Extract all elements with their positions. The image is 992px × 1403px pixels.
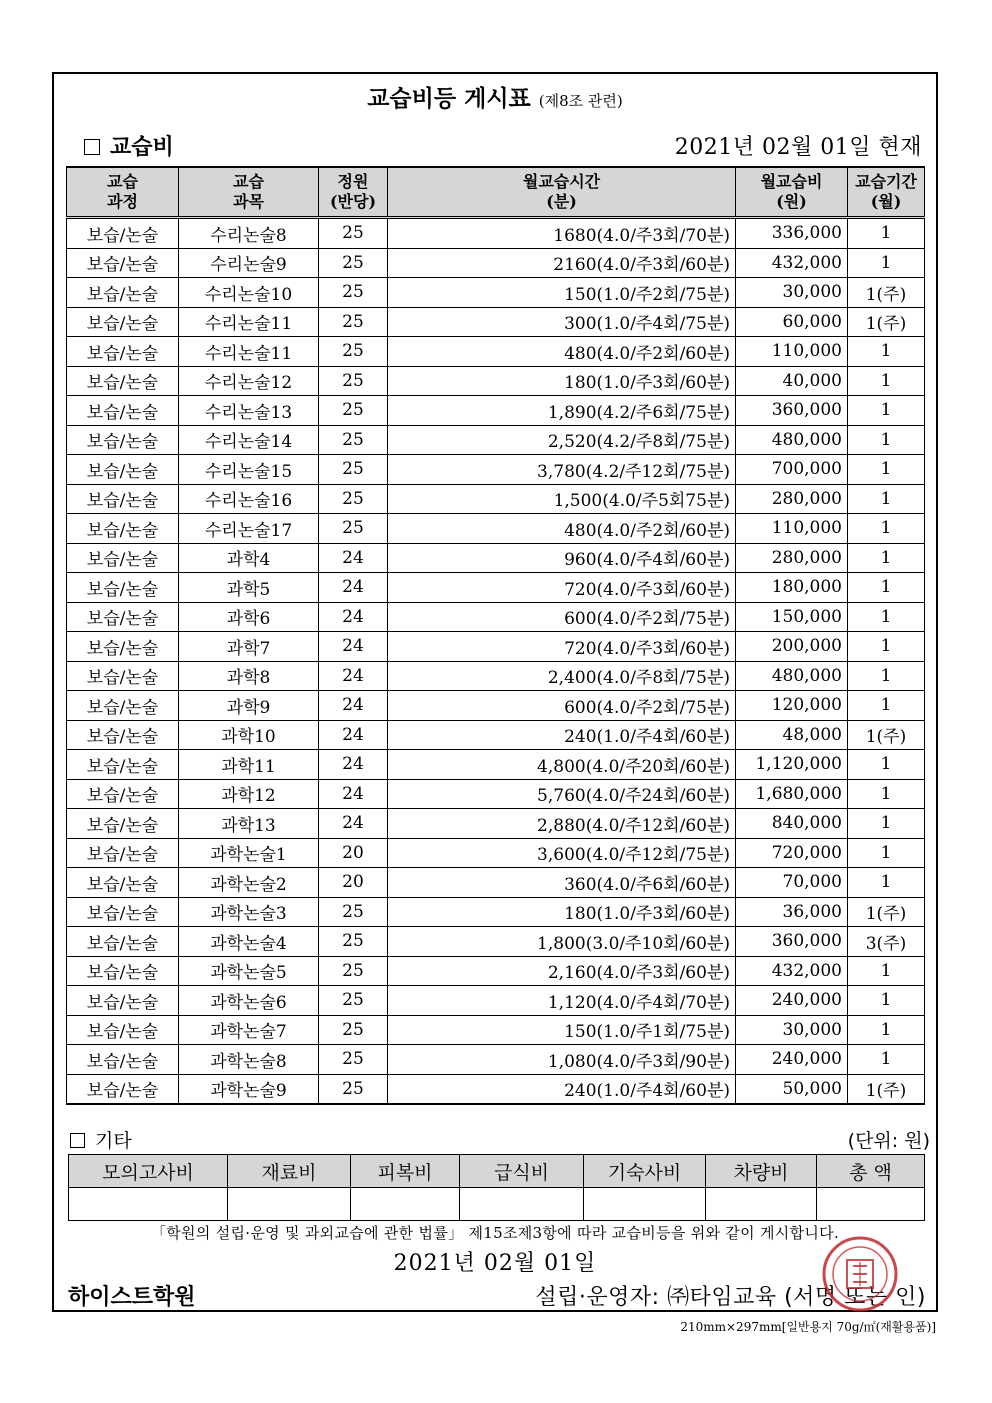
table-row <box>67 632 925 662</box>
header-period-l2: (월) <box>870 192 902 211</box>
cell-capacity: 24 <box>319 661 388 691</box>
cell-period: 1 <box>848 632 925 662</box>
table-row <box>67 248 925 278</box>
cell-monthly-fee: 1,680,000 <box>736 779 848 809</box>
cell-period: 1 <box>848 484 925 514</box>
cell-subject: 과학논술8 <box>179 1045 319 1075</box>
cell-subject: 과학12 <box>179 779 319 809</box>
cell-course: 보습/논술 <box>67 455 179 485</box>
cell-monthly-time: 720(4.0/주3회/60분) <box>388 632 736 662</box>
cell-monthly-time: 240(1.0/주4회/60분) <box>388 1074 736 1104</box>
cell-capacity: 24 <box>319 632 388 662</box>
table-row <box>67 1015 925 1045</box>
section-etc-heading <box>70 1126 132 1153</box>
cell-monthly-time: 4,800(4.0/주20회/60분) <box>388 750 736 780</box>
cell-capacity: 24 <box>319 720 388 750</box>
etc-value-mock-exam <box>69 1188 228 1221</box>
tuition-table-body <box>67 218 925 1105</box>
cell-course: 보습/논술 <box>67 396 179 426</box>
cell-monthly-time: 2,400(4.0/주8회/75분) <box>388 661 736 691</box>
cell-subject: 수리논술11 <box>179 307 319 337</box>
cell-monthly-fee: 240,000 <box>736 986 848 1016</box>
cell-subject: 과학8 <box>179 661 319 691</box>
header-period <box>848 167 925 218</box>
header-subject <box>179 167 319 218</box>
table-row <box>67 573 925 603</box>
cell-monthly-time: 2160(4.0/주3회/60분) <box>388 248 736 278</box>
cell-subject: 과학6 <box>179 602 319 632</box>
cell-monthly-time: 1,500(4.0/주5회75분) <box>388 484 736 514</box>
cell-course: 보습/논술 <box>67 602 179 632</box>
cell-course: 보습/논술 <box>67 218 179 249</box>
cell-course: 보습/논술 <box>67 779 179 809</box>
cell-monthly-time: 5,760(4.0/주24회/60분) <box>388 779 736 809</box>
table-row <box>67 396 925 426</box>
cell-subject: 과학논술3 <box>179 897 319 927</box>
cell-subject: 과학9 <box>179 691 319 721</box>
cell-capacity: 25 <box>319 337 388 367</box>
cell-monthly-time: 180(1.0/주3회/60분) <box>388 897 736 927</box>
table-row <box>67 897 925 927</box>
cell-monthly-fee: 70,000 <box>736 868 848 898</box>
cell-subject: 수리논술11 <box>179 337 319 367</box>
cell-course: 보습/논술 <box>67 809 179 839</box>
page-title <box>52 80 938 113</box>
checkbox-icon <box>70 1133 85 1148</box>
cell-period: 1(주) <box>848 720 925 750</box>
cell-monthly-fee: 720,000 <box>736 838 848 868</box>
cell-capacity: 24 <box>319 573 388 603</box>
header-capacity <box>319 167 388 218</box>
cell-capacity: 25 <box>319 1015 388 1045</box>
cell-subject: 과학논술4 <box>179 927 319 957</box>
cell-monthly-fee: 120,000 <box>736 691 848 721</box>
cell-monthly-fee: 480,000 <box>736 661 848 691</box>
etc-header-uniform: 피복비 <box>351 1155 460 1188</box>
section-tuition-heading <box>84 130 174 161</box>
cell-monthly-fee: 48,000 <box>736 720 848 750</box>
cell-subject: 과학논술9 <box>179 1074 319 1104</box>
cell-capacity: 25 <box>319 1074 388 1104</box>
etc-value-row <box>69 1188 925 1221</box>
cell-capacity: 24 <box>319 809 388 839</box>
law-notice: 「학원의 설립·운영 및 과외교습에 관한 법률」 제15조제3항에 따라 교습비등을 위와 같이 게시합니다. <box>150 1224 840 1242</box>
etc-header-vehicle: 차량비 <box>706 1155 817 1188</box>
cell-period: 1 <box>848 543 925 573</box>
checkbox-icon <box>84 139 100 155</box>
cell-subject: 과학7 <box>179 632 319 662</box>
header-subject-l1: 교습 <box>233 172 264 191</box>
cell-monthly-time: 960(4.0/주4회/60분) <box>388 543 736 573</box>
cell-monthly-time: 150(1.0/주2회/75분) <box>388 278 736 308</box>
official-seal-icon <box>816 1232 904 1316</box>
table-row <box>67 455 925 485</box>
cell-period: 1 <box>848 1045 925 1075</box>
cell-course: 보습/논술 <box>67 868 179 898</box>
cell-period: 1 <box>848 838 925 868</box>
cell-monthly-time: 1,120(4.0/주4회/70분) <box>388 986 736 1016</box>
cell-capacity: 24 <box>319 750 388 780</box>
cell-period: 3(주) <box>848 927 925 957</box>
cell-course: 보습/논술 <box>67 425 179 455</box>
table-row <box>67 809 925 839</box>
cell-period: 1 <box>848 455 925 485</box>
cell-capacity: 25 <box>319 248 388 278</box>
table-row <box>67 838 925 868</box>
cell-monthly-time: 2,160(4.0/주3회/60분) <box>388 956 736 986</box>
academy-name: 하이스트학원 <box>68 1285 196 1310</box>
section-tuition-label: 교습비 <box>110 134 174 160</box>
cell-period: 1 <box>848 396 925 426</box>
header-period-l1: 교습기간 <box>855 172 917 191</box>
cell-monthly-fee: 360,000 <box>736 396 848 426</box>
cell-period: 1 <box>848 868 925 898</box>
etc-header-material: 재료비 <box>228 1155 351 1188</box>
cell-subject: 과학논술7 <box>179 1015 319 1045</box>
cell-course: 보습/논술 <box>67 573 179 603</box>
table-row <box>67 720 925 750</box>
etc-value-material <box>228 1188 351 1221</box>
table-row <box>67 543 925 573</box>
etc-header-mock-exam: 모의고사비 <box>69 1155 228 1188</box>
cell-monthly-fee: 432,000 <box>736 956 848 986</box>
cell-subject: 수리논술8 <box>179 218 319 249</box>
header-monthly-fee-l1: 월교습비 <box>760 172 823 191</box>
cell-monthly-time: 2,520(4.2/주8회/75분) <box>388 425 736 455</box>
cell-monthly-fee: 110,000 <box>736 514 848 544</box>
cell-monthly-fee: 200,000 <box>736 632 848 662</box>
etc-value-uniform <box>351 1188 460 1221</box>
cell-capacity: 25 <box>319 307 388 337</box>
etc-value-vehicle <box>706 1188 817 1221</box>
cell-capacity: 25 <box>319 514 388 544</box>
cell-monthly-fee: 50,000 <box>736 1074 848 1104</box>
cell-subject: 과학논술1 <box>179 838 319 868</box>
cell-period: 1 <box>848 248 925 278</box>
cell-monthly-fee: 432,000 <box>736 248 848 278</box>
header-subject-l2: 과목 <box>233 192 264 211</box>
cell-monthly-fee: 30,000 <box>736 1015 848 1045</box>
cell-monthly-time: 480(4.0/주2회/60분) <box>388 514 736 544</box>
cell-subject: 과학논술5 <box>179 956 319 986</box>
cell-monthly-time: 1680(4.0/주3회/70분) <box>388 218 736 249</box>
cell-subject: 수리논술15 <box>179 455 319 485</box>
title-sub: (제8조 관련) <box>538 92 623 110</box>
cell-capacity: 25 <box>319 1045 388 1075</box>
header-monthly-time-l1: 월교습시간 <box>522 172 601 191</box>
cell-capacity: 24 <box>319 602 388 632</box>
cell-monthly-fee: 280,000 <box>736 484 848 514</box>
cell-subject: 과학논술2 <box>179 868 319 898</box>
cell-monthly-fee: 110,000 <box>736 337 848 367</box>
cell-monthly-fee: 840,000 <box>736 809 848 839</box>
table-row <box>67 602 925 632</box>
cell-capacity: 20 <box>319 838 388 868</box>
sign-date: 2021년 02월 01일 <box>393 1251 597 1276</box>
table-row <box>67 366 925 396</box>
cell-subject: 수리논술14 <box>179 425 319 455</box>
header-capacity-l2: (반당) <box>329 192 377 211</box>
table-row <box>67 868 925 898</box>
cell-monthly-fee: 40,000 <box>736 366 848 396</box>
table-row <box>67 337 925 367</box>
cell-course: 보습/논술 <box>67 484 179 514</box>
cell-monthly-fee: 280,000 <box>736 543 848 573</box>
cell-monthly-fee: 240,000 <box>736 1045 848 1075</box>
cell-capacity: 25 <box>319 927 388 957</box>
cell-capacity: 25 <box>319 218 388 249</box>
cell-monthly-time: 480(4.0/주2회/60분) <box>388 337 736 367</box>
cell-period: 1 <box>848 956 925 986</box>
cell-subject: 과학논술6 <box>179 986 319 1016</box>
cell-monthly-time: 240(1.0/주4회/60분) <box>388 720 736 750</box>
table-row <box>67 307 925 337</box>
unit-label: (단위: 원) <box>847 1130 930 1152</box>
cell-monthly-fee: 150,000 <box>736 602 848 632</box>
table-row <box>67 1045 925 1075</box>
cell-period: 1 <box>848 750 925 780</box>
etc-header-total: 총 액 <box>817 1155 925 1188</box>
table-row <box>67 779 925 809</box>
cell-course: 보습/논술 <box>67 543 179 573</box>
table-row <box>67 425 925 455</box>
cell-course: 보습/논술 <box>67 307 179 337</box>
cell-capacity: 25 <box>319 986 388 1016</box>
cell-course: 보습/논술 <box>67 1074 179 1104</box>
cell-monthly-fee: 480,000 <box>736 425 848 455</box>
cell-course: 보습/논술 <box>67 661 179 691</box>
cell-period: 1(주) <box>848 897 925 927</box>
cell-monthly-time: 3,600(4.0/주12회/75분) <box>388 838 736 868</box>
cell-period: 1 <box>848 425 925 455</box>
table-row <box>67 661 925 691</box>
cell-monthly-time: 600(4.0/주2회/75분) <box>388 602 736 632</box>
cell-course: 보습/논술 <box>67 838 179 868</box>
cell-monthly-time: 720(4.0/주3회/60분) <box>388 573 736 603</box>
cell-period: 1(주) <box>848 1074 925 1104</box>
cell-period: 1 <box>848 602 925 632</box>
table-row <box>67 1074 925 1104</box>
table-row <box>67 484 925 514</box>
cell-period: 1 <box>848 691 925 721</box>
cell-monthly-fee: 360,000 <box>736 927 848 957</box>
cell-course: 보습/논술 <box>67 720 179 750</box>
cell-monthly-fee: 36,000 <box>736 897 848 927</box>
table-row <box>67 691 925 721</box>
table-row <box>67 956 925 986</box>
section-etc-label: 기타 <box>95 1130 132 1152</box>
cell-period: 1 <box>848 514 925 544</box>
etc-header-row <box>69 1155 925 1188</box>
cell-monthly-time: 1,890(4.2/주6회/75분) <box>388 396 736 426</box>
header-course-l2: 과정 <box>107 192 138 211</box>
cell-capacity: 25 <box>319 396 388 426</box>
cell-monthly-time: 180(1.0/주3회/60분) <box>388 366 736 396</box>
cell-monthly-time: 2,880(4.0/주12회/60분) <box>388 809 736 839</box>
cell-capacity: 25 <box>319 484 388 514</box>
table-row <box>67 514 925 544</box>
cell-capacity: 25 <box>319 956 388 986</box>
cell-subject: 과학11 <box>179 750 319 780</box>
table-row <box>67 278 925 308</box>
cell-course: 보습/논술 <box>67 1015 179 1045</box>
table-row <box>67 927 925 957</box>
header-capacity-l1: 정원 <box>337 172 369 191</box>
cell-course: 보습/논술 <box>67 514 179 544</box>
etc-fee-table <box>68 1154 925 1221</box>
cell-course: 보습/논술 <box>67 691 179 721</box>
title-text: 교습비등 게시표 <box>367 85 531 112</box>
etc-header-dormitory: 기숙사비 <box>584 1155 706 1188</box>
cell-capacity: 24 <box>319 691 388 721</box>
etc-value-total <box>817 1188 925 1221</box>
current-date: 2021년 02월 01일 현재 <box>674 135 922 160</box>
tuition-table <box>66 166 925 1105</box>
cell-monthly-time: 150(1.0/주1회/75분) <box>388 1015 736 1045</box>
cell-subject: 수리논술17 <box>179 514 319 544</box>
cell-course: 보습/논술 <box>67 927 179 957</box>
cell-subject: 과학5 <box>179 573 319 603</box>
cell-monthly-fee: 180,000 <box>736 573 848 603</box>
header-monthly-time <box>388 167 736 218</box>
cell-course: 보습/논술 <box>67 1045 179 1075</box>
cell-monthly-fee: 30,000 <box>736 278 848 308</box>
header-monthly-fee <box>736 167 848 218</box>
cell-capacity: 25 <box>319 278 388 308</box>
cell-period: 1 <box>848 779 925 809</box>
cell-period: 1 <box>848 366 925 396</box>
cell-capacity: 25 <box>319 455 388 485</box>
cell-monthly-time: 3,780(4.2/주12회/75분) <box>388 455 736 485</box>
cell-subject: 수리논술13 <box>179 396 319 426</box>
cell-period: 1 <box>848 337 925 367</box>
paper-spec-footer: 210mm×297mm[일반용지 70g/㎡(재활용품)] <box>680 1320 936 1334</box>
cell-period: 1 <box>848 661 925 691</box>
cell-course: 보습/논술 <box>67 248 179 278</box>
cell-capacity: 25 <box>319 425 388 455</box>
cell-capacity: 25 <box>319 897 388 927</box>
cell-period: 1 <box>848 986 925 1016</box>
cell-subject: 수리논술9 <box>179 248 319 278</box>
cell-period: 1 <box>848 218 925 249</box>
cell-subject: 과학10 <box>179 720 319 750</box>
cell-period: 1 <box>848 573 925 603</box>
header-monthly-time-l2: (분) <box>546 192 577 211</box>
cell-course: 보습/논술 <box>67 278 179 308</box>
table-row <box>67 218 925 249</box>
cell-monthly-time: 360(4.0/주6회/60분) <box>388 868 736 898</box>
cell-subject: 과학4 <box>179 543 319 573</box>
founder-signature: 설립·운영자: ㈜타임교육 (서명 또는 인) <box>535 1285 926 1310</box>
table-row <box>67 986 925 1016</box>
cell-subject: 수리논술12 <box>179 366 319 396</box>
cell-monthly-time: 600(4.0/주2회/75분) <box>388 691 736 721</box>
cell-course: 보습/논술 <box>67 986 179 1016</box>
cell-course: 보습/논술 <box>67 897 179 927</box>
table-row <box>67 750 925 780</box>
cell-period: 1(주) <box>848 278 925 308</box>
cell-capacity: 24 <box>319 543 388 573</box>
cell-course: 보습/논술 <box>67 956 179 986</box>
header-course-l1: 교습 <box>107 172 138 191</box>
cell-monthly-fee: 336,000 <box>736 218 848 249</box>
cell-capacity: 25 <box>319 366 388 396</box>
cell-monthly-time: 300(1.0/주4회/75분) <box>388 307 736 337</box>
cell-monthly-fee: 700,000 <box>736 455 848 485</box>
header-course <box>67 167 179 218</box>
cell-monthly-time: 1,800(3.0/주10회/60분) <box>388 927 736 957</box>
cell-subject: 수리논술16 <box>179 484 319 514</box>
etc-header-meal: 급식비 <box>460 1155 584 1188</box>
cell-capacity: 24 <box>319 779 388 809</box>
cell-monthly-time: 1,080(4.0/주3회/90분) <box>388 1045 736 1075</box>
cell-course: 보습/논술 <box>67 337 179 367</box>
cell-monthly-fee: 1,120,000 <box>736 750 848 780</box>
cell-period: 1(주) <box>848 307 925 337</box>
cell-period: 1 <box>848 809 925 839</box>
cell-course: 보습/논술 <box>67 632 179 662</box>
etc-value-meal <box>460 1188 584 1221</box>
cell-capacity: 20 <box>319 868 388 898</box>
etc-value-dormitory <box>584 1188 706 1221</box>
cell-subject: 과학13 <box>179 809 319 839</box>
tuition-table-header <box>67 167 925 218</box>
header-monthly-fee-l2: (원) <box>776 192 807 211</box>
cell-period: 1 <box>848 1015 925 1045</box>
cell-subject: 수리논술10 <box>179 278 319 308</box>
cell-course: 보습/논술 <box>67 366 179 396</box>
cell-monthly-fee: 60,000 <box>736 307 848 337</box>
cell-course: 보습/논술 <box>67 750 179 780</box>
